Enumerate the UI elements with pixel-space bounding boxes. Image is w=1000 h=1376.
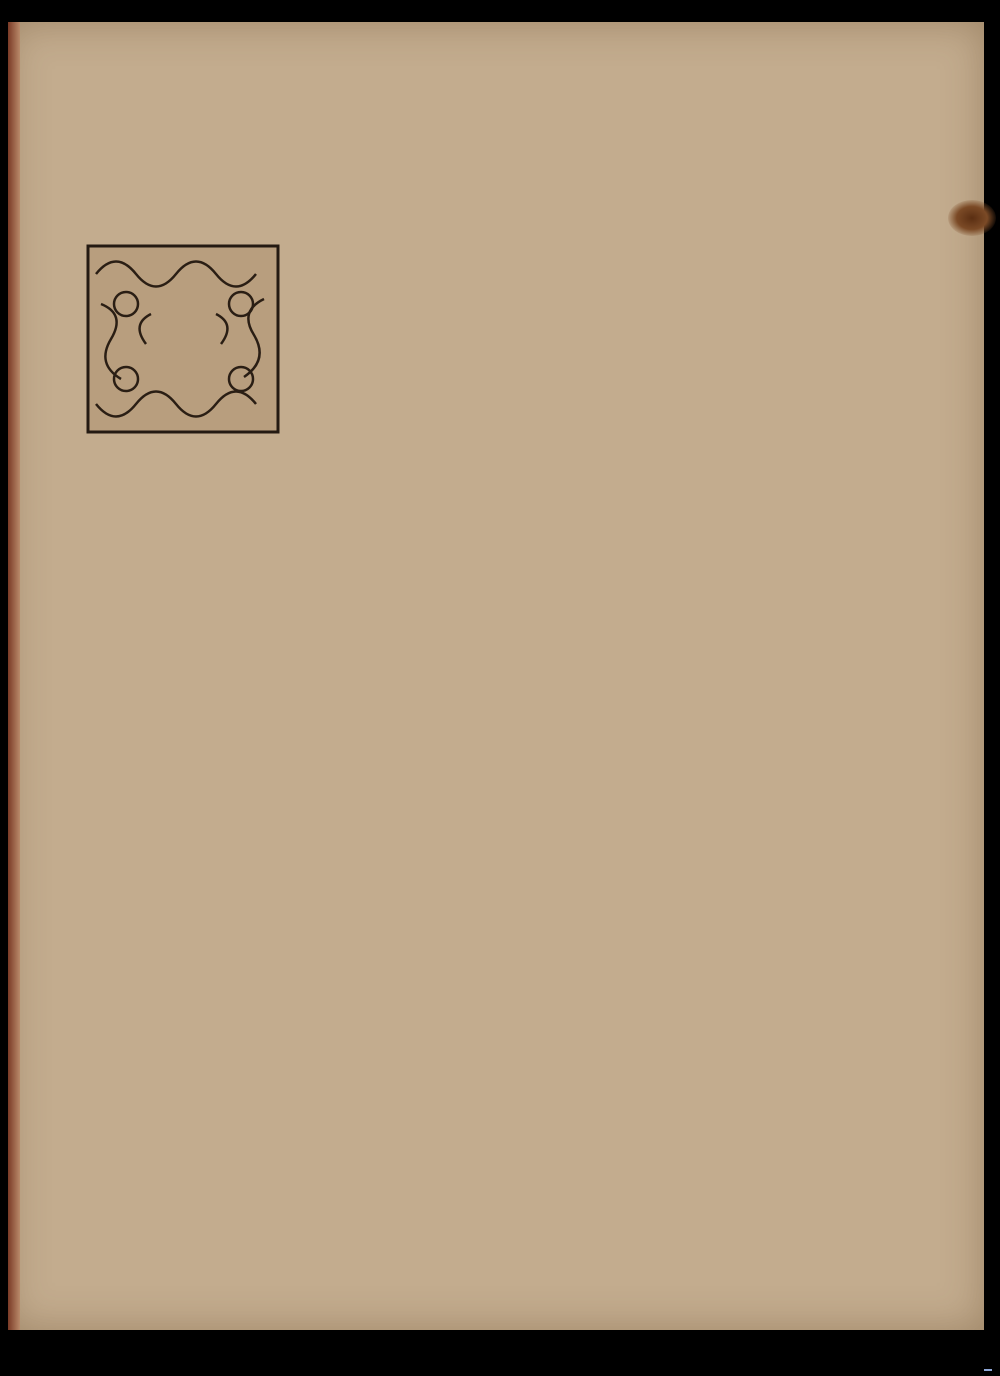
border-left bbox=[22, 102, 78, 1172]
border-top bbox=[28, 52, 888, 108]
border-right bbox=[830, 102, 888, 1172]
dfg-logo bbox=[984, 1369, 992, 1371]
decorated-initial bbox=[86, 244, 280, 434]
page bbox=[8, 22, 984, 1330]
border-bottom bbox=[28, 1160, 888, 1250]
footer-credit bbox=[980, 1361, 992, 1374]
ink-stain bbox=[948, 200, 996, 236]
page-edge bbox=[8, 22, 20, 1330]
